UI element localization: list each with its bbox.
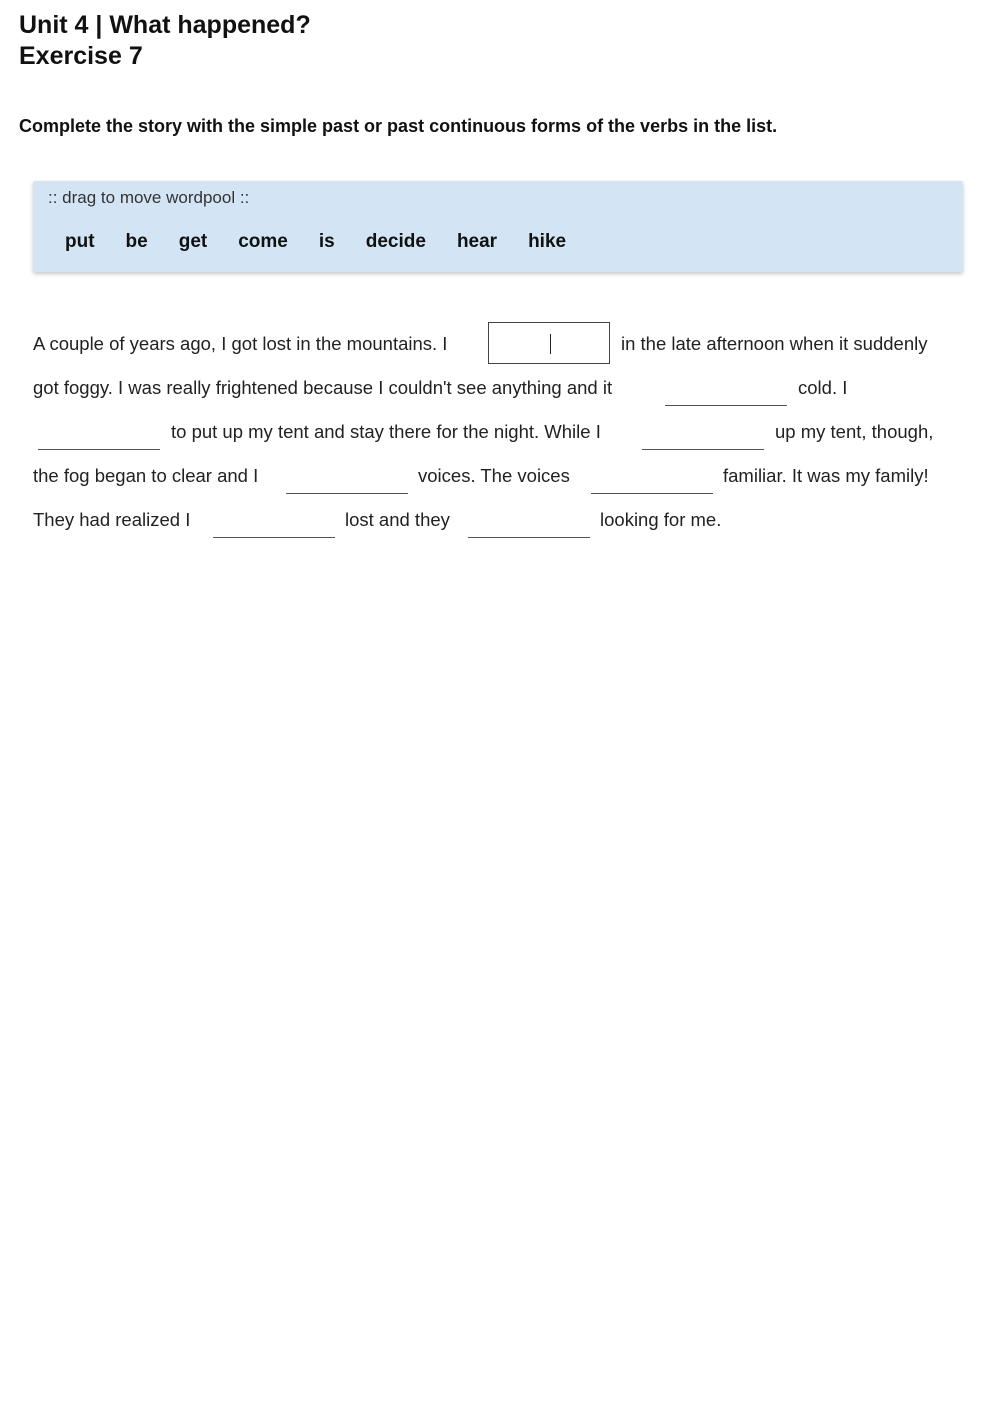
blank-6-input[interactable] bbox=[591, 466, 713, 494]
word-come[interactable]: come bbox=[238, 231, 288, 252]
story-line bbox=[33, 498, 963, 542]
word-is[interactable]: is bbox=[318, 231, 335, 252]
story-line bbox=[33, 322, 963, 366]
blank-4-input[interactable] bbox=[642, 422, 764, 450]
blank-5-input[interactable] bbox=[286, 466, 408, 494]
unit-title: Unit 4 | What happened? bbox=[19, 11, 311, 39]
story-line bbox=[33, 410, 963, 454]
word-hike[interactable]: hike bbox=[528, 231, 567, 252]
blank-2-input[interactable] bbox=[665, 378, 787, 406]
story-segment: the fog began to clear and I bbox=[33, 465, 259, 486]
wordpool[interactable] bbox=[33, 181, 963, 272]
story-segment: They had realized I bbox=[33, 509, 191, 530]
word-get[interactable]: get bbox=[178, 231, 208, 252]
story-segment: in the late afternoon when it suddenly bbox=[621, 333, 928, 354]
story-segment: looking for me. bbox=[600, 509, 722, 530]
blank-3-input[interactable] bbox=[38, 422, 160, 450]
story-segment: voices. The voices bbox=[418, 465, 570, 486]
story-text bbox=[33, 322, 963, 542]
text-cursor bbox=[550, 334, 551, 354]
story-segment: up my tent, though, bbox=[775, 421, 934, 442]
story-line bbox=[33, 366, 963, 410]
wordpool-words bbox=[65, 231, 597, 253]
blank-7-input[interactable] bbox=[213, 510, 335, 538]
story-segment: to put up my tent and stay there for the night. While I bbox=[171, 421, 601, 442]
blank-8-input[interactable] bbox=[468, 510, 590, 538]
story-segment: cold. I bbox=[798, 377, 848, 398]
story-segment: lost and they bbox=[345, 509, 450, 530]
story-segment: got foggy. I was really frightened because I couldn't see anything and it bbox=[33, 377, 613, 398]
page-title bbox=[19, 10, 311, 72]
story-segment: A couple of years ago, I got lost in the mountains. I bbox=[33, 333, 448, 354]
wordpool-drag-handle[interactable]: :: drag to move wordpool :: bbox=[48, 188, 250, 207]
word-hear[interactable]: hear bbox=[456, 231, 498, 252]
story-line bbox=[33, 454, 963, 498]
word-put[interactable]: put bbox=[65, 231, 95, 252]
exercise-title: Exercise 7 bbox=[19, 42, 143, 70]
blank-1-input[interactable] bbox=[488, 322, 610, 364]
word-decide[interactable]: decide bbox=[365, 231, 426, 252]
word-be[interactable]: be bbox=[125, 231, 148, 252]
story-segment: familiar. It was my family! bbox=[723, 465, 929, 486]
instruction-text: Complete the story with the simple past or past continuous forms of the verbs in the list. bbox=[19, 116, 778, 136]
